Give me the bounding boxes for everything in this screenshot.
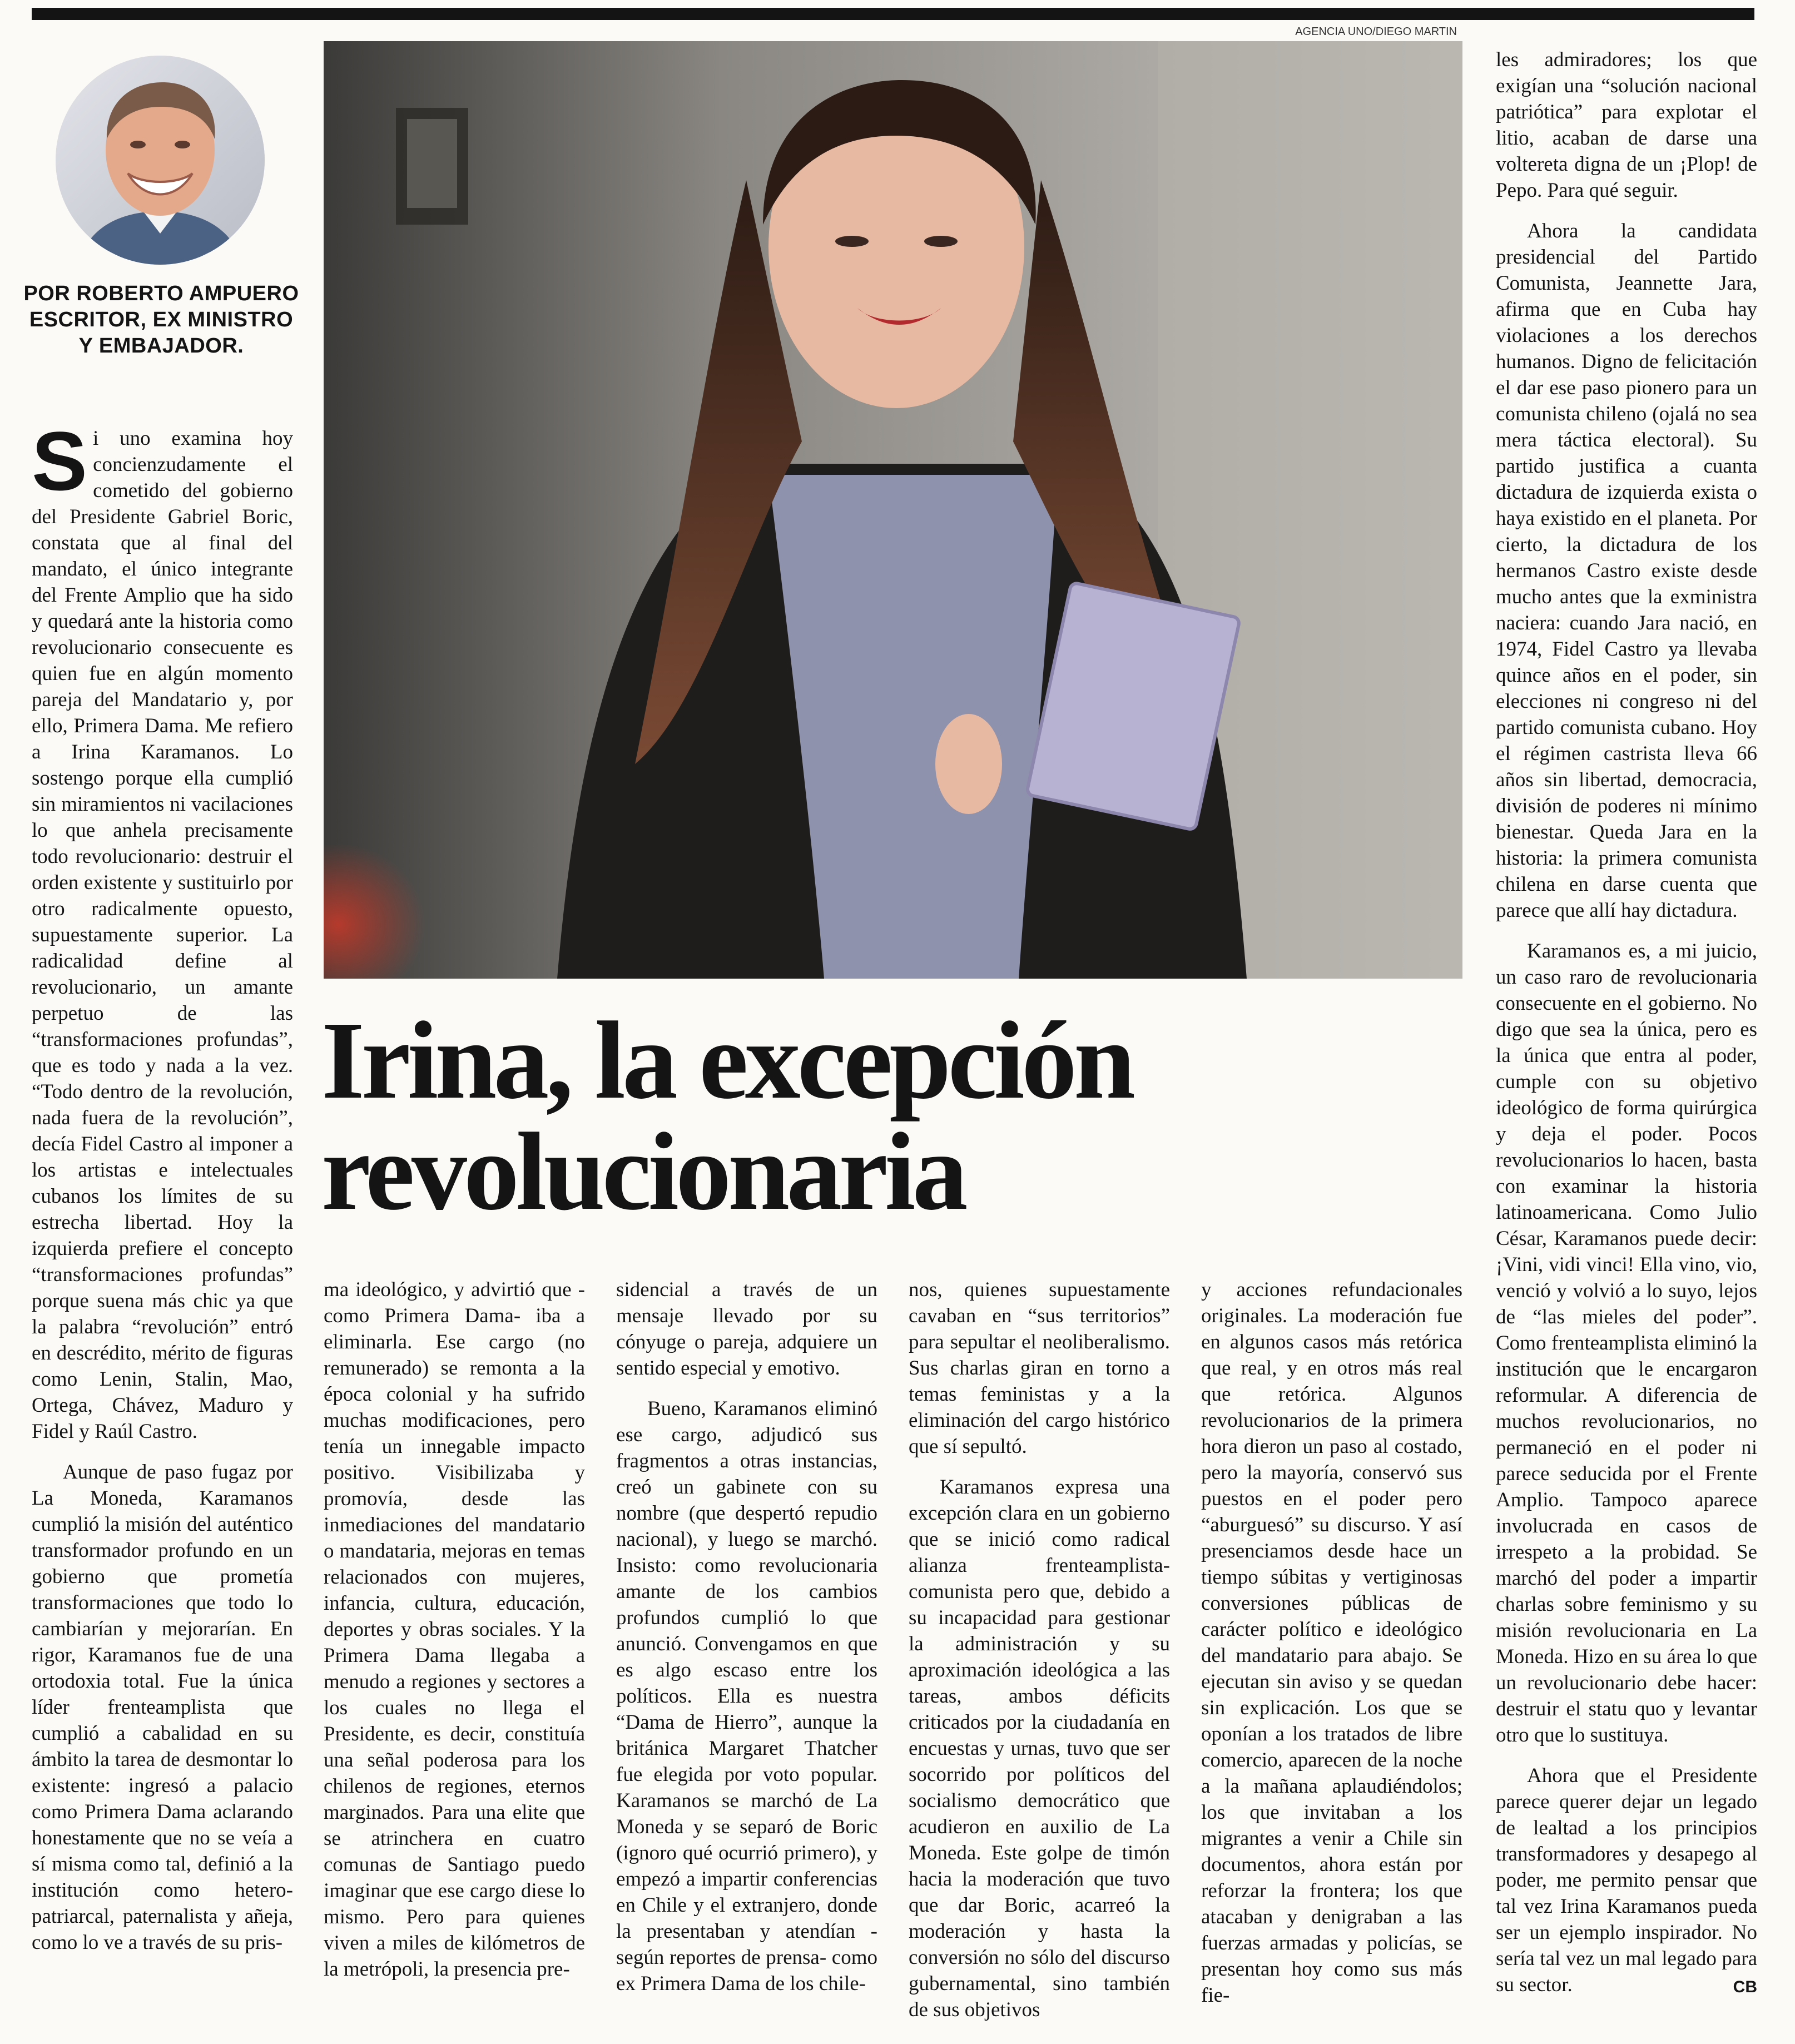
end-mark: CB [1733,1978,1757,1996]
article-photo [324,41,1462,979]
paragraph-3: ma ideológico, y advirtió que -como Primera Dama- iba a eliminarla. Ese cargo (no remunerado) se remonta a la época colonial y ha sufrido muchas modificaciones, pero tenía un innegable impacto positivo. Visibilizaba y promovía, desde las inmediaciones del mandatario o mandataria, mejoras en temas relacionados con mujeres, infancia, cultura, educación, deportes y obras sociales. Y la Primera Dama llegaba a menudo a regiones y sectores a los cuales no llega el Presidente, es decir, constituía una señal poderosa para los chilenos de regiones, eternos marginados. Para una elite que se atrinchera en cuatro comunas de Santiago puedo imaginar que ese cargo diese lo mismo. Pero para quienes viven a miles de kilómetros de la metrópoli, la presencia pre- [324,1278,585,1981]
article-column-1 [32,414,293,1956]
photo-credit: AGENCIA UNO/DIEGO MARTIN [1295,26,1457,38]
drop-cap: S [32,414,88,508]
top-rule [32,8,1754,20]
author-headshot-image [56,56,265,265]
paragraph-9: les admiradores; los que exigían una “solución nacional patriótica” para explotar el litio, acaban de darse una voltereta digna de un ¡Plop! de Pepo. Para qué seguir. [1496,48,1757,202]
paragraph-5: Bueno, Karamanos eliminó ese cargo, adjudicó sus fragmentos a otras instancias, creó un gabinete con su nombre (que despertó repudio nacional), y luego se marchó. Insisto: como revolucionaria amante de los cambios profundos cumplió lo que anunció. Convengamos en que es algo escaso entre los políticos. Ella es nuestra “Dama de Hierro”, aunque la británica Margaret Thatcher fue elegida por voto popular. Karamanos se marchó de La Moneda y se separó de Boric (ignoro qué ocurrió primero), y empezó a impartir conferencias en Chile y el extranjero, donde la presentaban y atendían -según reportes de prensa- como ex Primera Dama de los chile- [616,1397,877,1995]
paragraph-4: sidencial a través de un mensaje llevado por su cónyuge o pareja, adquiere un sentido especial y emotivo. [616,1278,877,1380]
article-column-3 [616,1277,877,1997]
article-column-2 [324,1277,585,1982]
paragraph-1 [32,414,293,1445]
paragraph-7: Karamanos expresa una excepción clara en un gobierno que se inició como radical alianza frenteamplista-comunista pero que, debido a su incapacidad para gestionar la administración y su aproximación ideológica a las tareas, ambos déficits criticados por la ciudadanía en encuestas y urnas, tuvo que ser socorrido por políticos del socialismo democrático que acudieron en auxilio de La Moneda. Este golpe de timón hacia la moderación que tuvo que dar Boric, acarreó la moderación y hasta la conversión no sólo del discurso gubernamental, sino también de sus objetivos [909,1476,1170,2021]
paragraph-1-text: i uno examina hoy concienzudamente el cometido del gobierno del Presidente Gabriel Boric, constata que al final del mandato, el único integrante del Frente Amplio que ha sido y quedará ante la historia como revolucionario consecuente es quien fue en algún momento pareja del Mandatario y, por ello, Primera Dama. Me refiero a Irina Karamanos. Lo sostengo porque ella cumplió sin miramientos ni vacilaciones lo que anhela precisamente todo revolucionario: destruir el orden existente y sustituirlo por otro radicalmente opuesto, supuestamente superior. La radicalidad define al revolucionario, un amante perpetuo de las “transformaciones profundas”, que es todo y nada a la vez. “Todo dentro de la revolución, nada fuera de la revolución”, decía Fidel Castro al imponer a los artistas e intelectuales cubanos los límites de su estrecha libertad. Hoy la izquierda prefiere el concepto “transformaciones profundas” porque suena más chic ya que la palabra “revolución” entró en descrédito, mérito de figuras como Lenin, Stalin, Mao, Ortega, Chávez, Maduro y Fidel y Raúl Castro. [32,427,293,1443]
author-headshot [56,56,265,265]
article-column-6 [1496,47,1757,2000]
paragraph-6: nos, quienes supuestamente cavaban en “sus territorios” para sepultar el neoliberalismo. Sus charlas giran en torno a temas feministas y a la eliminación del cargo histórico que sí sepultó. [909,1278,1170,1458]
paragraph-11: Karamanos es, a mi juicio, un caso raro de revolucionaria consecuente en el gobierno. No digo que sea la única, pero es la única que entra al poder, cumple con su objetivo ideológico de forma quirúrgica y deja el poder. Pocos revolucionarios lo hacen, basta con examinar la historia latinoamericana. Como Julio César, Karamanos puede decir: ¡Vini, vidi vinci! Ella vino, vio, venció y volvió a lo suyo, lejos de “las mieles del poder”. Como frenteamplista eliminó la institución que le encargaron reformular. A diferencia de muchos revolucionarios, no permaneció en el poder ni parece seducida por el Frente Amplio. Tampoco aparece involucrada en casos de irrespeto a la probidad. Se marchó del poder a impartir charlas sobre feminismo y su misión revolucionaria en La Moneda. Hizo en su área lo que un revolucionario debe hacer: destruir el statu quo y levantar otro que lo sustituya. [1496,940,1757,1747]
byline-line-2: ESCRITOR, EX MINISTRO [29,308,294,331]
headline [321,999,1478,1233]
article-column-4 [909,1277,1170,2023]
portrait-photo-image [324,41,1462,979]
byline-line-3: Y EMBAJADOR. [78,334,244,358]
byline-line-1: POR ROBERTO AMPUERO [23,282,299,305]
paragraph-12-text: Ahora que el Presidente parece querer dejar un legado de lealtad a los principios transformadores y desapego al poder, me permito pensar que tal vez Irina Karamanos pueda ser un ejemplo inspirador. No sería tal vez un mal legado para su sector. [1496,1764,1757,1996]
headline-line-1: Irina, la excepción [321,999,1133,1122]
headline-line-2: revolucionaria [321,1110,965,1233]
author-byline [22,281,300,359]
article-column-5 [1201,1277,1462,2008]
paragraph-8: y acciones refundacionales originales. La moderación fue en algunos casos más retórica que real, y en otros más real que retórica. Algunos revolucionarios de la primera hora dieron un paso al costado, pero la mayoría, conservó sus puestos en el poder pero “aburguesó” su discurso. Y así presenciamos desde hace un tiempo súbitas y vertiginosas conversiones públicas de carácter político e ideológico del mandatario para abajo. Se ejecutan sin aviso y se quedan sin explicación. Los que se oponían a los tratados de libre comercio, aparecen de la noche a la mañana aplaudiéndolos; los que invitaban a los migrantes a venir a Chile sin documentos, ahora están por reforzar la frontera; los que atacaban y denigraban a las fuerzas armadas y policías, se presentan hoy como sus más fie- [1201,1278,1462,2007]
paragraph-10: Ahora la candidata presidencial del Partido Comunista, Jeannette Jara, afirma que en Cuba hay violaciones a los derechos humanos. Digno de felicitación el dar ese paso pionero para un comunista chileno (ojalá no sea mera táctica electoral). Su partido justifica a cuanta dictadura de izquierda exista o haya existido en el planeta. Por cierto, la dictadura de los hermanos Castro existe desde mucho antes que la exministra naciera: cuando Jara nació, en 1974, Fidel Castro ya llevaba quince años en el poder, sin elecciones ni congreso ni del partido comunista cubano. Hoy el régimen castrista lleva 66 años sin libertad, democracia, división de poderes ni mínimo bienestar. Queda Jara en la historia: la primera comunista chilena en darse cuenta que parece que allí hay dictadura. [1496,220,1757,922]
paragraph-12 [1496,1763,1757,1998]
paragraph-2: Aunque de paso fugaz por La Moneda, Karamanos cumplió la misión del auténtico transformador profundo en un gobierno que prometía transformaciones que todo lo cambiarían y mejorarían. En rigor, Karamanos fue de una ortodoxia total. Fue la única líder frenteamplista que cumplió a cabalidad en su ámbito la tarea de desmontar lo existente: ingresó a palacio como Primera Dama aclarando honestamente que no se veía a sí misma como tal, definió a la institución como hetero-patriarcal, paternalista y añeja, como lo ve a través de su pris- [32,1461,293,1954]
